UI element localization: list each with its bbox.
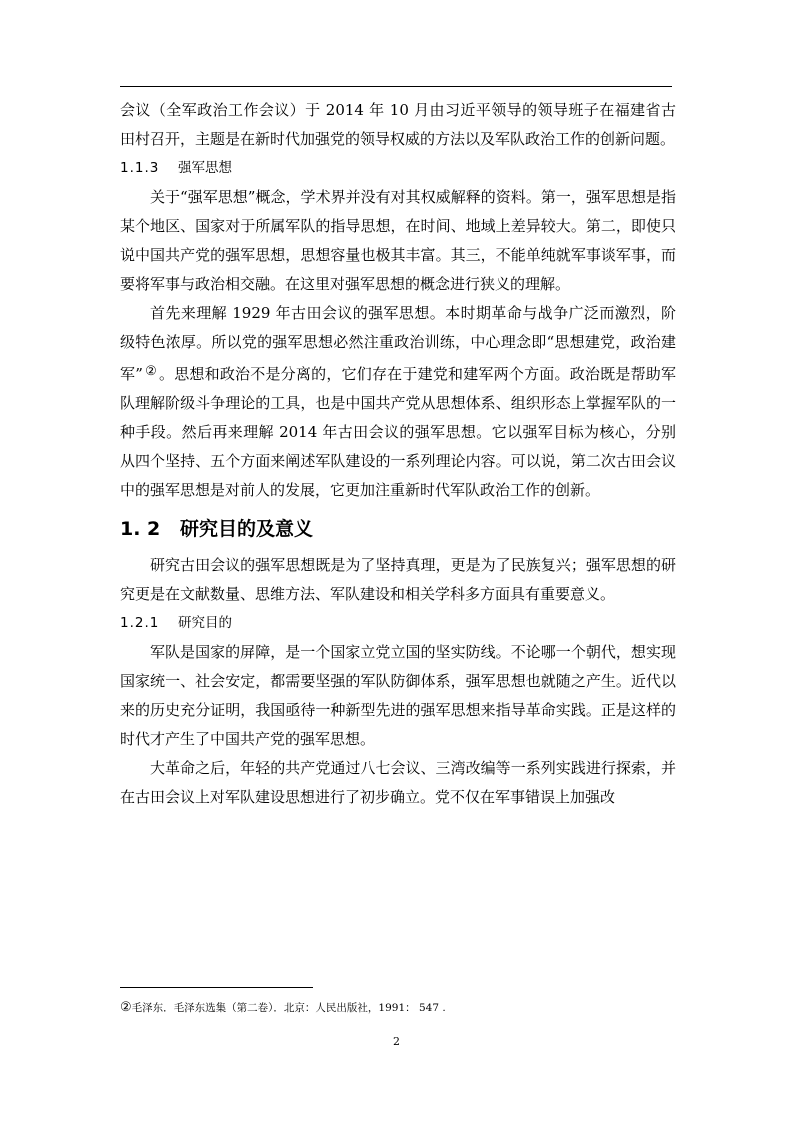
footnote-separator <box>120 987 313 988</box>
paragraph: 军队是国家的屏障，是一个国家立党立国的坚实防线。不论哪一个朝代，想实现国家统一、社会安定，都需要坚强的军队防御体系，强军思想也就随之产生。近代以来的历史充分证明，我国亟待一种新型先进的强军思想来指导革命实践。正是这样的时代才产生了中国共产党的强军思想。 <box>120 643 676 748</box>
paragraph-text: 。思想和政治不是分离的，它们存在于建党和建军两个方面。政治既是帮助军队理解阶级斗争理论的工具，也是中国共产党从思想体系、组织形态上掌握军队的一种手段。然后再来理解 2014 年古田会议的强军思想。它以强军目标为核心，分别从四个坚持、五个方面来阐述军队建设的一系列理论内容。可以说，第二次古田会议中的强军思想是对前人的发展，它更加注重新时代军队政治工作的创新。 <box>120 365 677 499</box>
section-heading-1-1-3 <box>120 154 676 183</box>
footnote-reference[interactable]: ② <box>144 364 157 379</box>
paragraph-with-footnote <box>120 299 676 505</box>
section-title: 研究目的及意义 <box>180 518 314 540</box>
header-rule <box>120 86 672 87</box>
section-number: 1.1.3 <box>120 160 160 176</box>
footnote-text: 毛泽东．毛泽东选集（第二卷）．北京：人民出版社，1991： 547 . <box>131 1002 446 1014</box>
paragraph: 研究古田会议的强军思想既是为了坚持真理，更是为了民族复兴；强军思想的研究更是在文献数量、思维方法、军队建设和相关学科多方面具有重要意义。 <box>120 556 676 603</box>
section-title: 强军思想 <box>178 160 232 176</box>
footnote-mark: ② <box>120 1000 132 1015</box>
page-number: 2 <box>393 1035 400 1048</box>
page-body <box>120 96 676 812</box>
section-heading-1-2-1 <box>120 609 676 638</box>
section-number: 1.2.1 <box>120 615 160 631</box>
paragraph: 关于“强军思想”概念，学术界并没有对其权威解释的资料。第一，强军思想是指某个地区、国家对于所属军队的指导思想，在时间、地域上差异较大。第二，即使只说中国共产党的强军思想，思想容量也极其丰富。其三，不能单纯就军事谈军事，而要将军事与政治相交融。在这里对强军思想的概念进行狭义的理解。 <box>120 188 676 293</box>
section-heading-1-2 <box>120 511 676 547</box>
paragraph-text: 首先来理解 1929 年古田会议的强军思想。本时期革命与战争广泛而激烈，阶级特色浓厚。所以党的强军思想必然注重政治训练，中心理念即“思想建党，政治建军” <box>120 304 676 383</box>
section-number: 1. 2 <box>120 518 161 540</box>
section-title: 研究目的 <box>178 615 232 631</box>
paragraph: 大革命之后，年轻的共产党通过八七会议、三湾改编等一系列实践进行探索，并在古田会议上对军队建设思想进行了初步确立。党不仅在军事错误上加强改 <box>120 759 676 806</box>
paragraph-continued: 会议（全军政治工作会议）于 2014 年 10 月由习近平领导的领导班子在福建省古田村召开，主题是在新时代加强党的领导权威的方法以及军队政治工作的创新问题。 <box>120 101 676 148</box>
footnote <box>120 1000 446 1016</box>
